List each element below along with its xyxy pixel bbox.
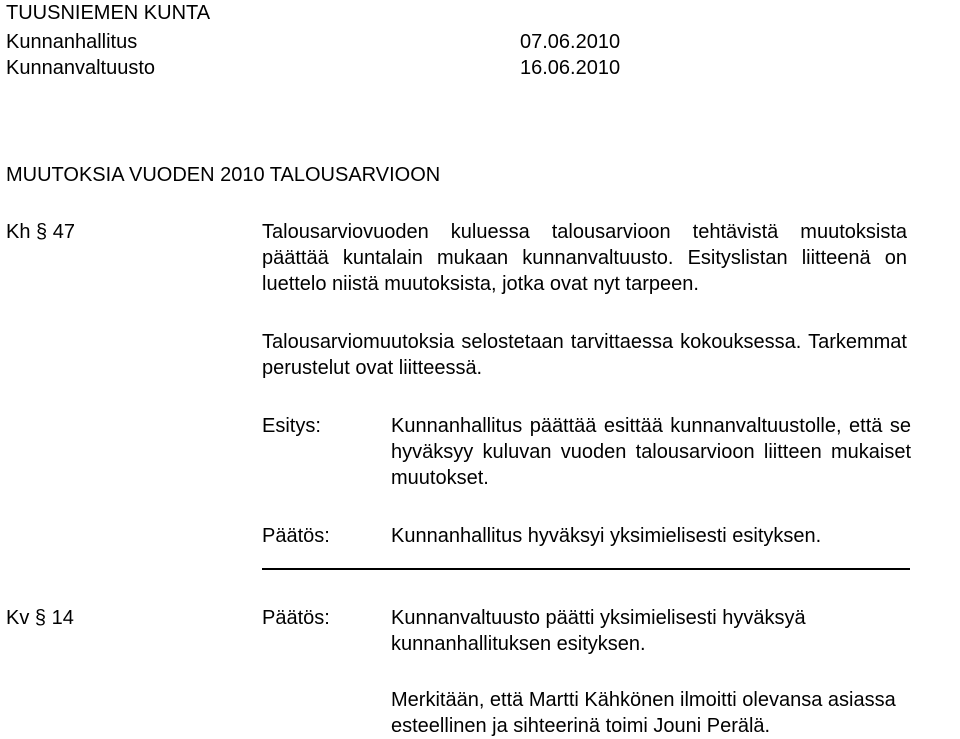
kh-paragraph-1: Talousarviovuoden kuluessa talousarvioon tehtävistä muutoksista päättää kuntalain mukaan kunnanvaltuusto. Esityslistan liitteenä on luettelo niistä muutoksista, jotka ovat nyt tarpeen.	[262, 221, 907, 295]
kv-decision-label: Päätös:	[262, 607, 330, 629]
kv-note: Merkitään, että Martti Kähkönen ilmoitti olevansa asiassa esteellinen ja sihteerinä toimi Jouni Perälä.	[391, 689, 896, 737]
kh-paragraph-2: Talousarviomuutoksia selostetaan tarvittaessa kokouksessa. Tarkemmat perustelut ovat liitteessä.	[262, 331, 907, 379]
section-divider	[262, 568, 910, 570]
kh-decision-label: Päätös:	[262, 525, 330, 547]
kv-section-ref: Kv § 14	[6, 607, 74, 629]
proposal-label: Esitys:	[262, 415, 321, 437]
organization-name: TUUSNIEMEN KUNTA	[6, 2, 211, 24]
proposal-text: Kunnanhallitus päättää esittää kunnanvaltuustolle, että se hyväksyy kuluvan vuoden talousarvioon liitteen mukaiset muutokset.	[391, 415, 911, 489]
body-name-kunnanvaltuusto: Kunnanvaltuusto	[6, 57, 156, 79]
body-name-kunnanhallitus: Kunnanhallitus	[6, 31, 138, 53]
document-title: MUUTOKSIA VUODEN 2010 TALOUSARVIOON	[6, 164, 441, 186]
kh-section-ref: Kh § 47	[6, 221, 75, 243]
kh-decision-text: Kunnanhallitus hyväksyi yksimielisesti esityksen.	[391, 525, 822, 547]
kv-decision-text: Kunnanvaltuusto päätti yksimielisesti hyväksyä kunnanhallituksen esityksen.	[391, 607, 806, 655]
meeting-date-kunnanhallitus: 07.06.2010	[520, 31, 621, 53]
meeting-date-kunnanvaltuusto: 16.06.2010	[520, 57, 621, 79]
